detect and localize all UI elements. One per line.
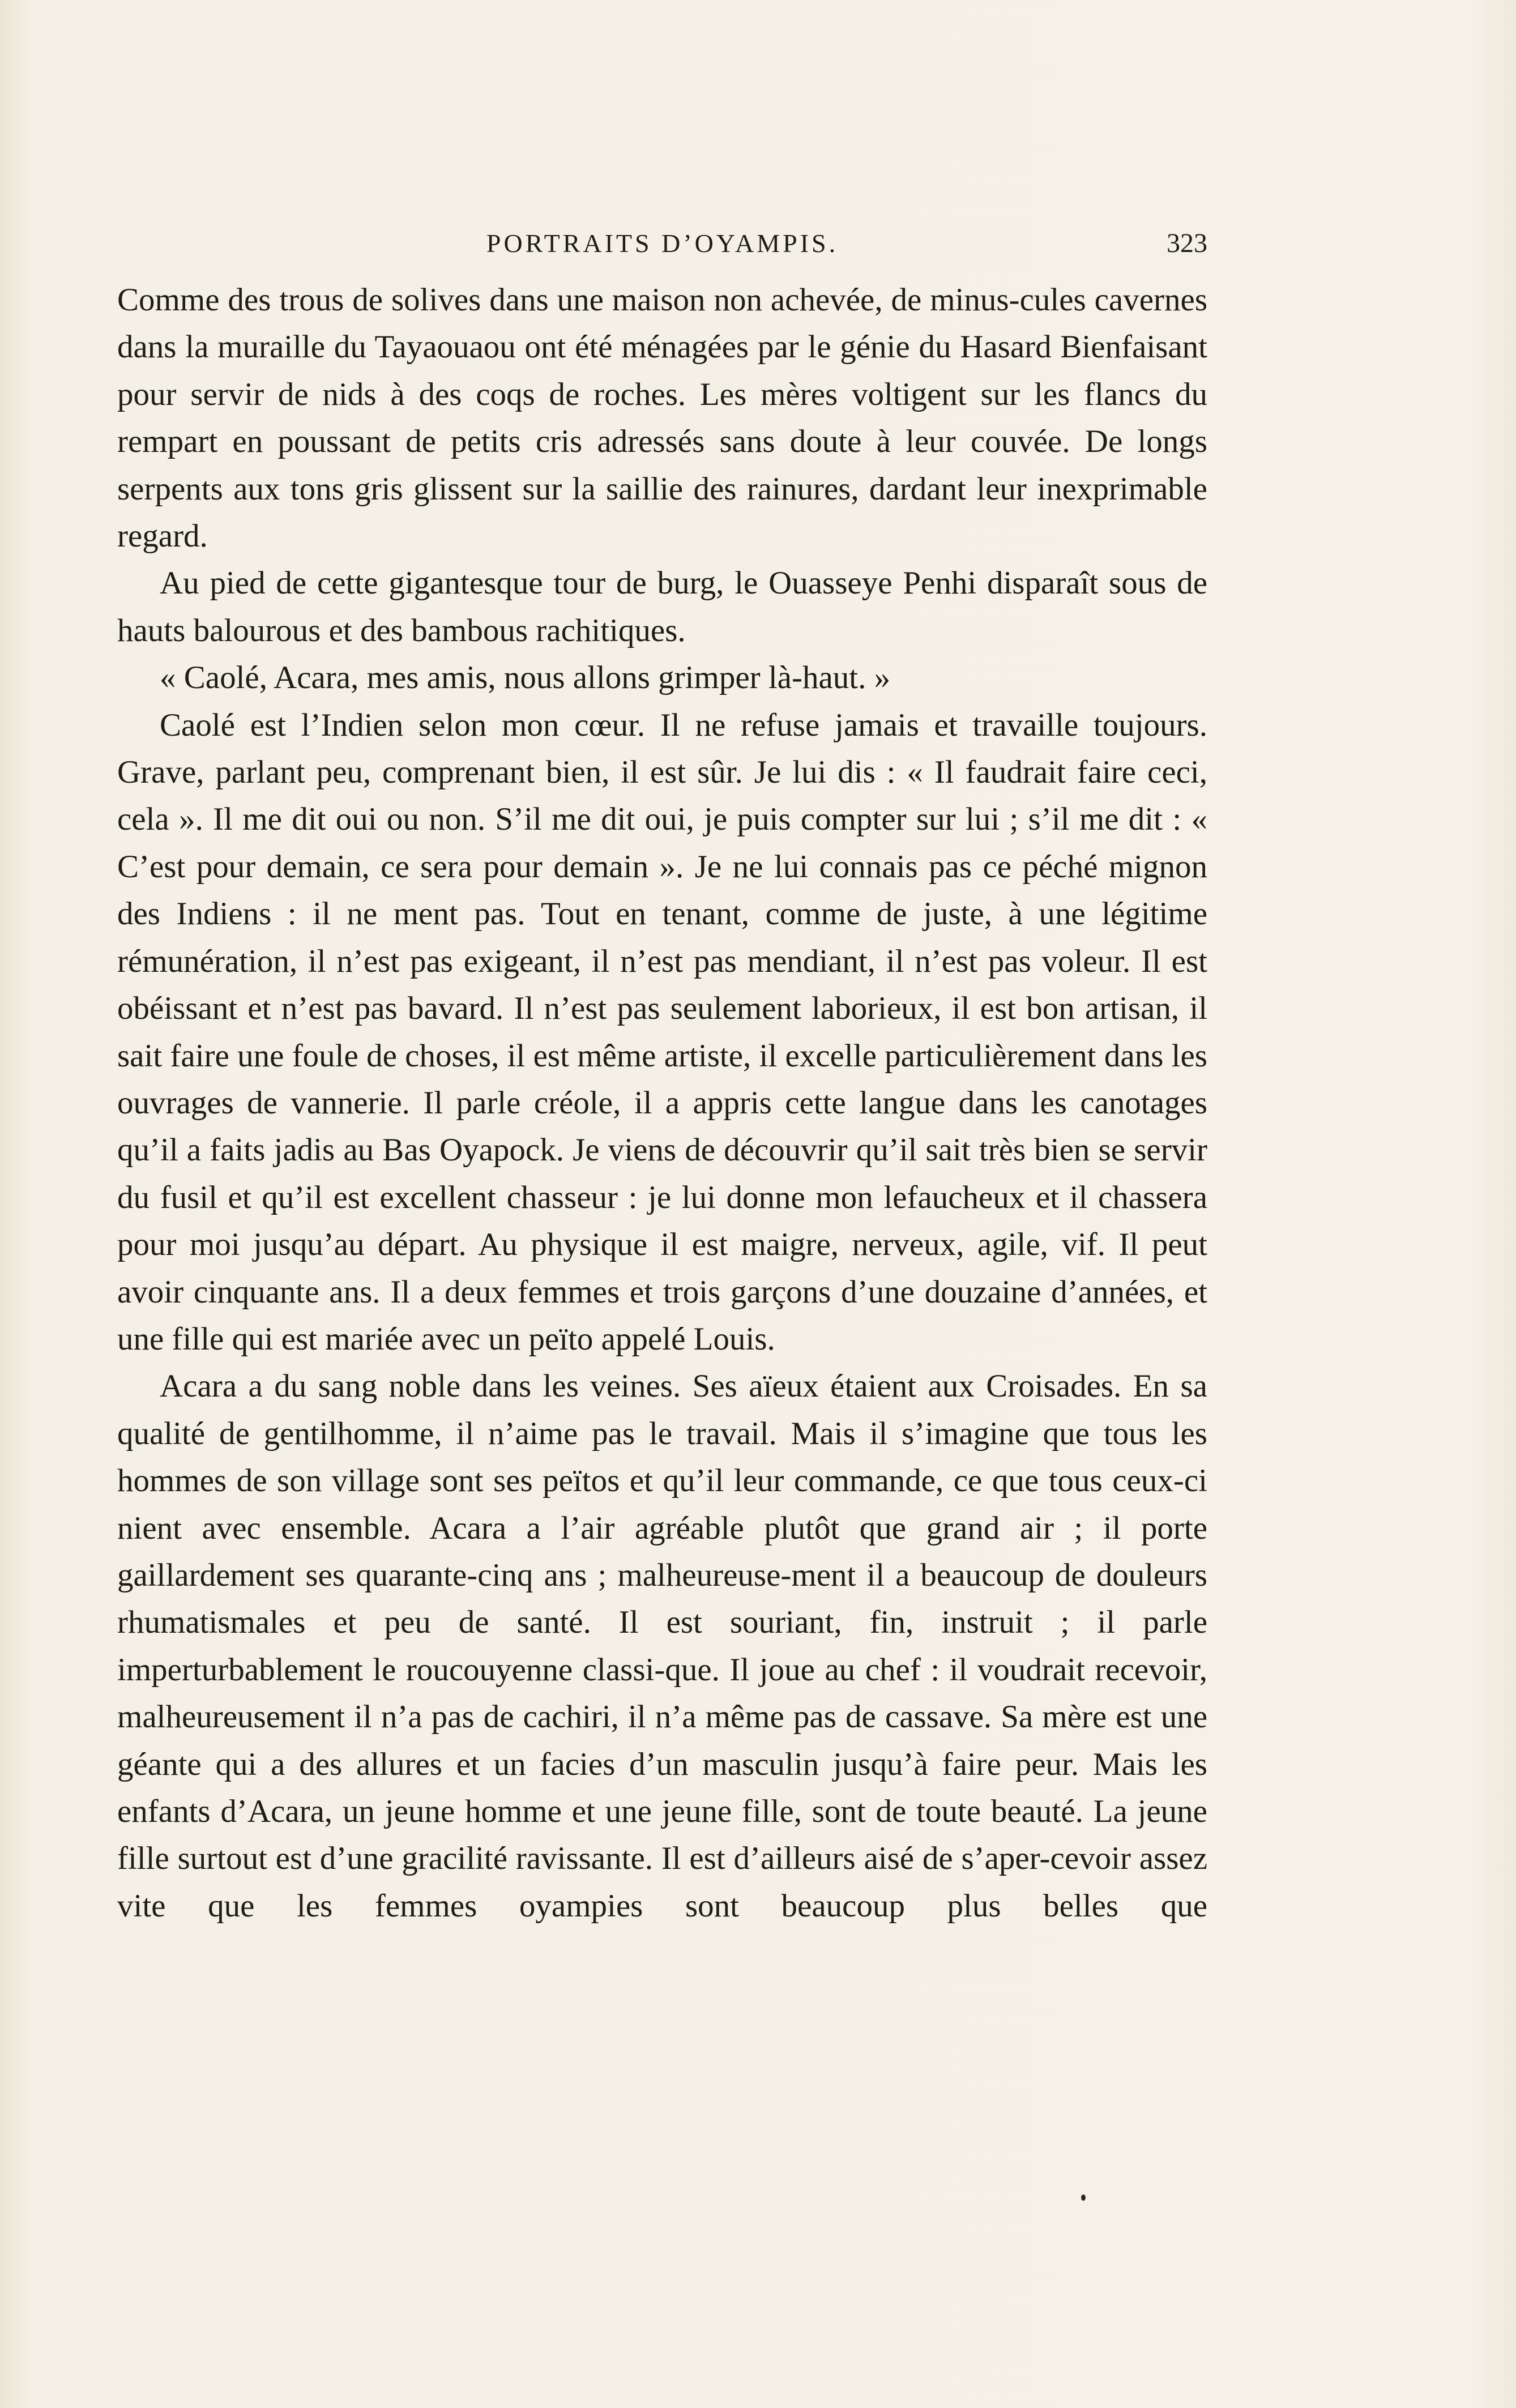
page-header (117, 224, 1207, 263)
ink-speck (1081, 2194, 1086, 2201)
body-text (117, 276, 1207, 1929)
running-head: PORTRAITS D’OYAMPIS. (486, 229, 839, 258)
page-number: 323 (1167, 228, 1207, 258)
paragraph: Caolé est l’Indien selon mon cœur. Il ne refuse jamais et travaille toujours. Grave, parlant peu, comprenant bien, il est sûr. Je lui dis : « Il faudrait faire ceci, cela ». Il me dit oui ou non. S’il me dit oui, je puis compter sur lui ; s’il me dit : « C’est pour demain, ce sera pour demain ». Je ne lui connais pas ce péché mignon des Indiens : il ne ment pas. Tout en tenant, comme de juste, à une légitime rémunération, il n’est pas exigeant, il n’est pas mendiant, il n’est pas voleur. Il est obéissant et n’est pas bavard. Il n’est pas seulement laborieux, il est bon artisan, il sait faire une foule de choses, il est même artiste, il excelle particulièrement dans les ouvrages de vannerie. Il parle créole, il a appris cette langue dans les canotages qu’il a faits jadis au Bas Oyapock. Je viens de découvrir qu’il sait très bien se servir du fusil et qu’il est excellent chasseur : je lui donne mon lefaucheux et il chassera pour moi jusqu’au départ. Au physique il est maigre, nerveux, agile, vif. Il peut avoir cinquante ans. Il a deux femmes et trois garçons d’une douzaine d’années, et une fille qui est mariée avec un peïto appelé Louis. (117, 707, 1207, 1357)
paragraph: Comme des trous de solives dans une maison non achevée, de minus-cules cavernes dans la muraille du Tayaouaou ont été ménagées par le génie du Hasard Bienfaisant pour servir de nids à des coqs de roches. Les mères voltigent sur les flancs du rempart en poussant de petits cris adressés sans doute à leur couvée. De longs serpents aux tons gris glissent sur la saillie des rainures, dardant leur inexprimable regard. (117, 282, 1207, 554)
paragraph: Acara a du sang noble dans les veines. Ses aïeux étaient aux Croisades. En sa qualité de gentilhomme, il n’aime pas le travail. Mais il s’imagine que tous les hommes de son village sont ses peïtos et qu’il leur commande, ce que tous ceux-ci nient avec ensemble. Acara a l’air agréable plutôt que grand air ; il porte gaillardement ses quarante-cinq ans ; malheureuse-ment il a beaucoup de douleurs rhumatismales et peu de santé. Il est souriant, fin, instruit ; il parle imperturbablement le roucouyenne classi-que. Il joue au chef : il voudrait recevoir, malheureusement il n’a pas de cachiri, il n’a même pas de cassave. Sa mère est une géante qui a des allures et un facies d’un masculin jusqu’à faire peur. Mais les enfants d’Acara, un jeune homme et une jeune fille, sont de toute beauté. La jeune fille surtout est d’une gracilité ravissante. Il est d’ailleurs aisé de s’aper-cevoir assez vite que les femmes oyampies sont beaucoup plus belles que (117, 1368, 1207, 1924)
paragraph: Au pied de cette gigantesque tour de burg, le Ouasseye Penhi disparaît sous de hauts balourous et des bambous rachitiques. (117, 565, 1207, 648)
paragraph: « Caolé, Acara, mes amis, nous allons grimper là-haut. » (160, 660, 891, 696)
